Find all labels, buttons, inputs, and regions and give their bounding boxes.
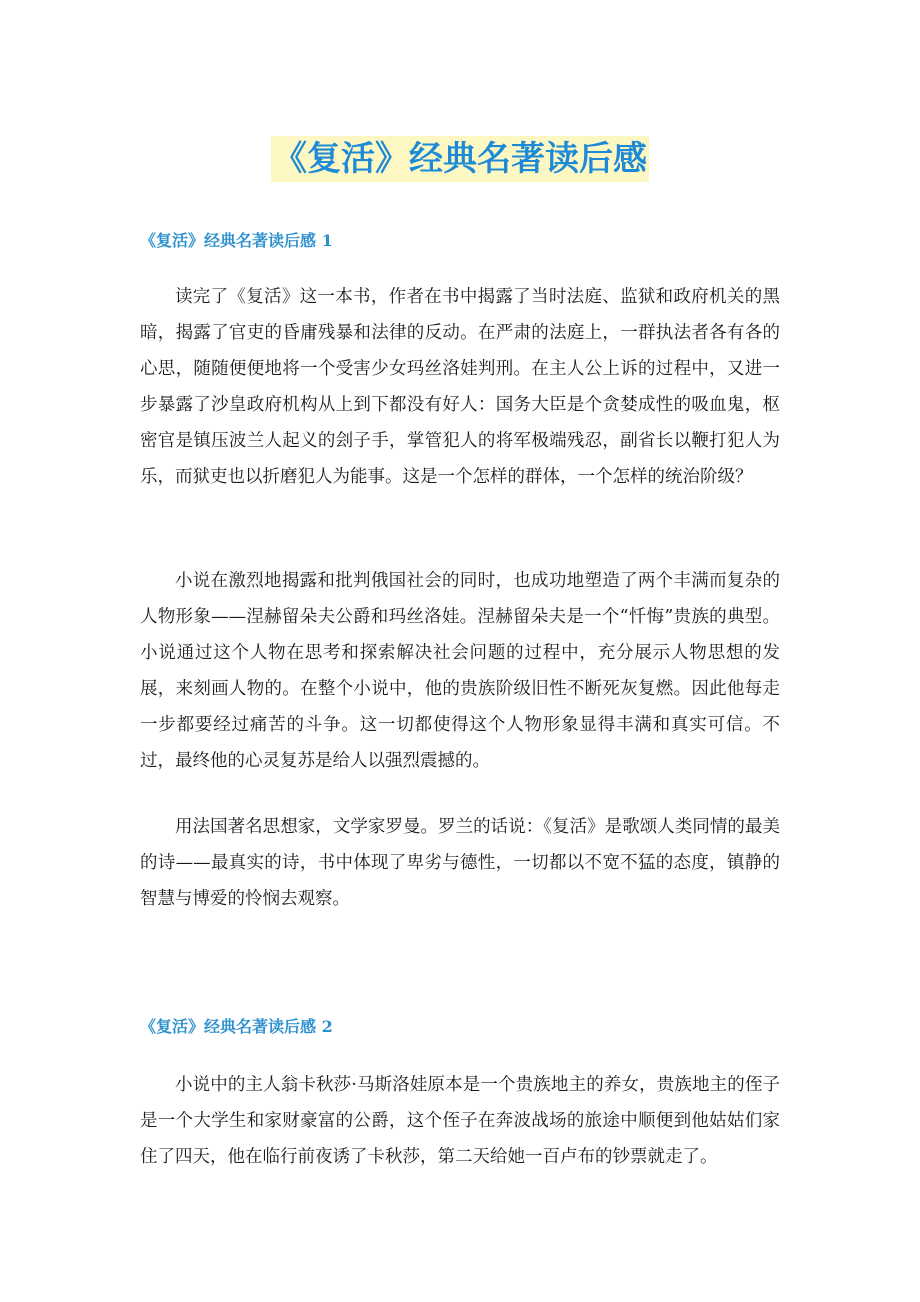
document-title-text: 《复活》经典名著读后感 bbox=[271, 136, 649, 182]
document-title bbox=[0, 136, 920, 182]
section-2-paragraph-1: 小说中的主人翁卡秋莎·马斯洛娃原本是一个贵族地主的养女，贵族地主的侄子是一个大学生和家财豪富的公爵，这个侄子在奔波战场的旅途中顺便到他姑姑们家住了四天，他在临行前夜诱了卡秋莎，第二天给她一百卢布的钞票就走了。 bbox=[140, 1075, 780, 1167]
section-1-paragraph-2: 小说在激烈地揭露和批判俄国社会的同时，也成功地塑造了两个丰满而复杂的人物形象——涅赫留朵夫公爵和玛丝洛娃。涅赫留朵夫是一个“忏悔”贵族的典型。小说通过这个人物在思考和探索解决社会问题的过程中，充分展示人物思想的发展，来刻画人物的。在整个小说中，他的贵族阶级旧性不断死灰复燃。因此他每走一步都要经过痛苦的斗争。这一切都使得这个人物形象显得丰满和真实可信。不过，最终他的心灵复苏是给人以强烈震撼的。 bbox=[140, 571, 780, 771]
section-1-heading: 《复活》经典名著读后感 1 bbox=[140, 231, 333, 250]
section-1-paragraph-3: 用法国著名思想家，文学家罗曼。罗兰的话说：《复活》是歌颂人类同情的最美的诗——最真实的诗，书中体现了卑劣与德性，一切都以不宽不猛的态度，镇静的智慧与博爱的怜悯去观察。 bbox=[140, 817, 780, 909]
section-2-heading: 《复活》经典名著读后感 2 bbox=[140, 1017, 333, 1036]
section-1-paragraph-1: 读完了《复活》这一本书，作者在书中揭露了当时法庭、监狱和政府机关的黑暗，揭露了官吏的昏庸残暴和法律的反动。在严肃的法庭上，一群执法者各有各的心思，随随便便地将一个受害少女玛丝洛娃判刑。在主人公上诉的过程中，又进一步暴露了沙皇政府机构从上到下都没有好人：国务大臣是个贪婪成性的吸血鬼，枢密官是镇压波兰人起义的刽子手，掌管犯人的将军极端残忍，副省长以鞭打犯人为乐，而狱吏也以折磨犯人为能事。这是一个怎样的群体，一个怎样的统治阶级？ bbox=[140, 287, 780, 487]
